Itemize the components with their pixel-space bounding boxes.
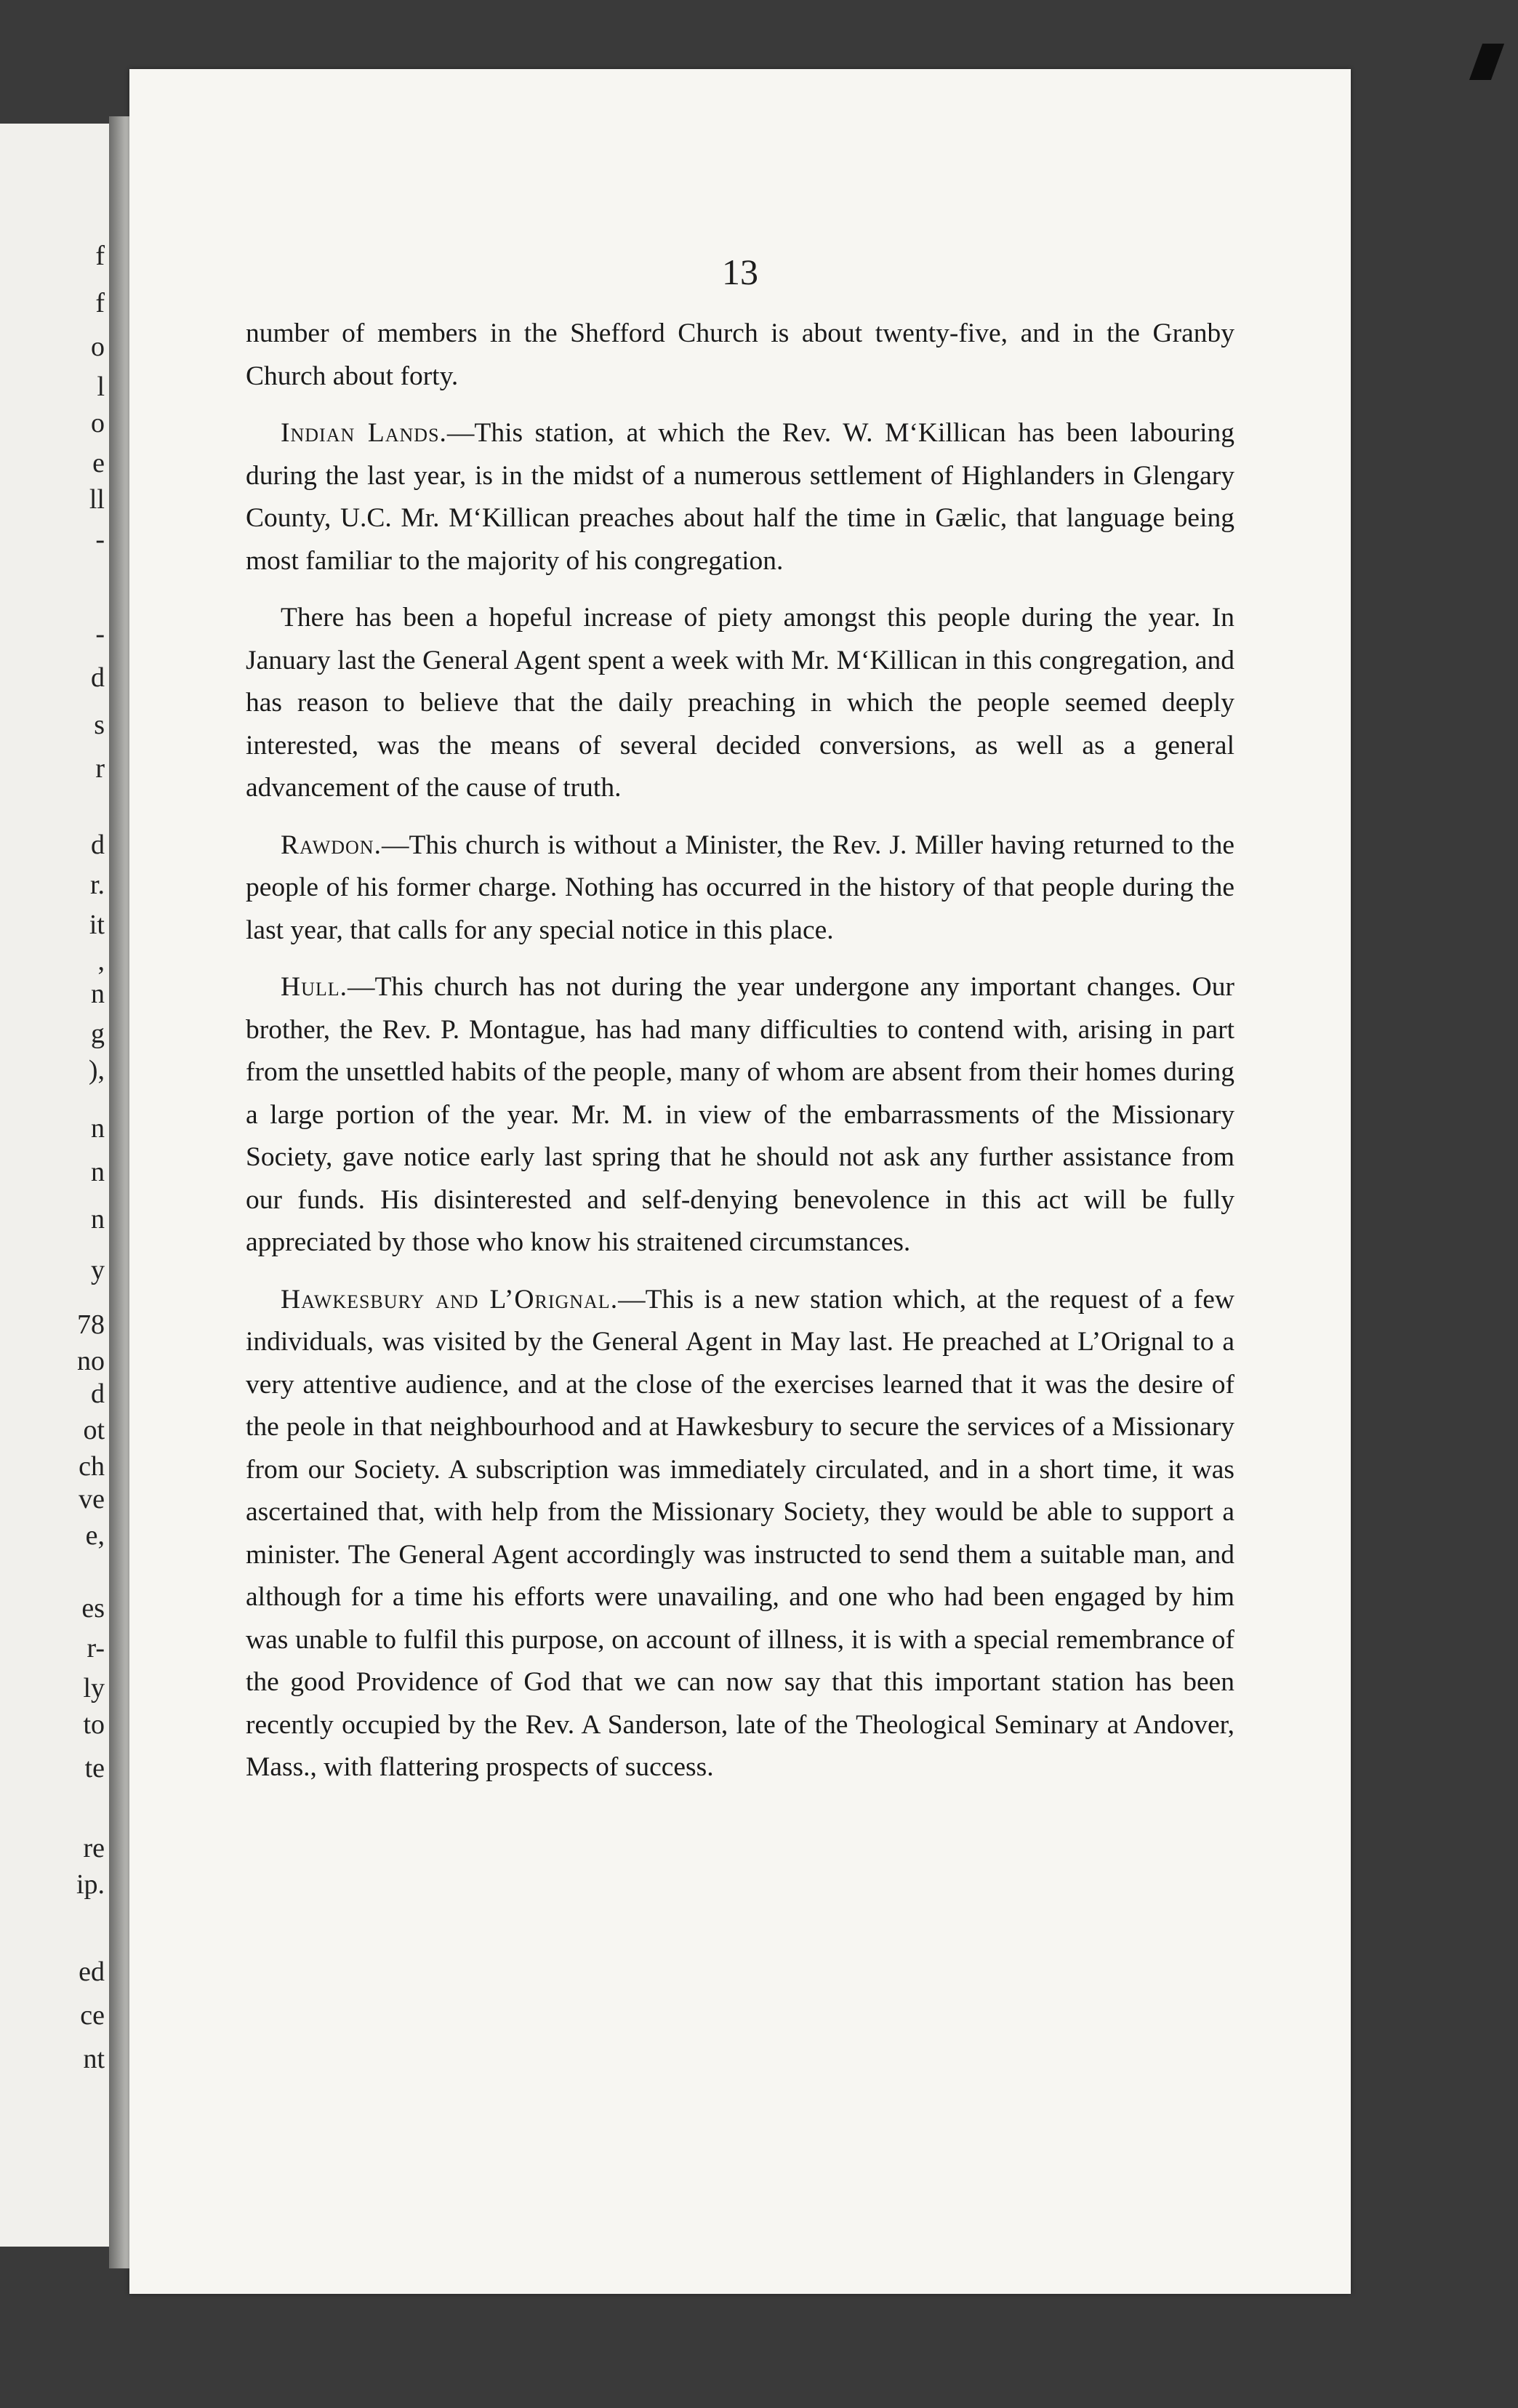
left-page-fragment: ll: [89, 484, 105, 515]
left-page-fragment: -: [95, 619, 105, 649]
left-page-fragment: d: [91, 830, 105, 860]
section-heading: Indian Lands.: [281, 418, 447, 448]
left-page-fragment: ve: [79, 1484, 105, 1514]
left-page-fragment: te: [84, 1753, 105, 1783]
left-page-fragment: l: [97, 372, 105, 402]
left-page-fragment: ch: [79, 1451, 105, 1482]
left-page-fragment: to: [83, 1709, 105, 1740]
left-page-fragment: ce: [80, 2000, 105, 2031]
left-page-fragment: r-: [87, 1633, 105, 1663]
paragraph-indian-lands: [246, 412, 1234, 582]
left-page-fragment: it: [89, 910, 105, 940]
left-page-fragment: e,: [85, 1520, 105, 1551]
left-page-fragment: no: [77, 1346, 105, 1376]
paragraph-text: —This church is without a Minister, the Rev. J. Miller having returned to the people of his former charge. Nothing has occurred in the history of that people during the last year, that calls for any special notice in this place.: [246, 830, 1234, 945]
paragraph-text: There has been a hopeful increase of piety amongst this people during the year. In January last the General Agent spent a week with Mr. M‘Killican in this congregation, and has reason to believe that the daily preaching in which the people seemed deeply interested, was the means of several decided conversions, as well as a general advancement of the cause of truth.: [246, 603, 1234, 803]
left-page-fragment: g: [91, 1019, 105, 1049]
left-page-fragment: s: [94, 710, 105, 740]
book-page: [129, 69, 1351, 2294]
left-page-fragment: r.: [89, 870, 105, 900]
paragraph-hawkesbury: [246, 1279, 1234, 1789]
left-page-fragment: f: [95, 241, 105, 271]
left-page-fragment: -: [95, 524, 105, 555]
paragraph-text: number of members in the Shefford Church is about twenty-five, and in the Granby Church about forty.: [246, 318, 1234, 391]
left-page-fragment: ,: [97, 946, 105, 976]
section-heading: Hull.: [281, 972, 348, 1002]
left-page-fragment: o: [91, 332, 105, 362]
paragraph-text: —This station, at which the Rev. W. M‘Killican has been labouring during the last year, is in the midst of a numerous settlement of Highlanders in Glengary County, U.C. Mr. M‘Killican preaches about half the time in Gælic, that language being most familiar to the majority of his congregation.: [246, 418, 1234, 576]
left-page-edge: [0, 124, 111, 2247]
paragraph-hull: [246, 966, 1234, 1264]
left-page-fragment: es: [81, 1593, 105, 1624]
section-heading: Hawkesbury and L’Orignal.: [281, 1284, 619, 1315]
page-body: [246, 313, 1234, 1804]
left-page-fragment: ly: [83, 1673, 105, 1703]
paragraph-piety: [246, 597, 1234, 810]
paragraph-rawdon: [246, 824, 1234, 952]
left-page-fragment: n: [91, 1157, 105, 1187]
left-page-fragment: n: [91, 1113, 105, 1144]
left-page-fragment: n: [91, 1204, 105, 1235]
paragraph-continuation: [246, 313, 1234, 398]
left-page-fragment: r: [95, 753, 105, 784]
left-page-fragment: f: [95, 288, 105, 318]
paragraph-text: —This is a new station which, at the request of a few individuals, was visited by the General Agent in May last. He preached at L’Orignal to a very attentive audience, and at the close of the exercises learned that it was the desire of the peole in that neighbourhood and at Hawkesbury to secure the services of a Missionary from our Society. A subscription was immediately circulated, and in a short time, it was ascertained that, with help from the Missionary Society, they would be able to support a minister. The General Agent accordingly was instructed to send them a suitable man, and although for a time his efforts were unavailing, and one who had been engaged by him was unable to fulfil this purpose, on account of illness, it is with a special remembrance of the good Providence of God that we can now say that this important station has been recently occupied by the Rev. A Sanderson, late of the Theological Seminary at Andover, Mass., with flattering prospects of success.: [246, 1284, 1235, 1782]
left-page-fragment: e: [92, 448, 105, 478]
left-page-fragment: d: [91, 1378, 105, 1409]
left-page-fragment: ed: [79, 1956, 105, 1987]
scan-corner-mark: [1469, 44, 1504, 80]
left-page-fragment: ip.: [76, 1869, 105, 1900]
left-page-fragment: ),: [88, 1055, 105, 1085]
left-page-fragment: 78: [77, 1309, 105, 1340]
left-page-fragment: d: [91, 662, 105, 693]
left-page-fragment: o: [91, 408, 105, 438]
section-heading: Rawdon.: [281, 830, 382, 860]
page-number: 13: [722, 252, 758, 292]
left-page-fragment: n: [91, 979, 105, 1009]
paragraph-text: —This church has not during the year undergone any important changes. Our brother, the Rev. P. Montague, has had many difficulties to contend with, arising in part from the unsettled habits of the people, many of whom are absent from their homes during a large portion of the year. Mr. M. in view of the embarrassments of the Missionary Society, gave notice early last spring that he should not ask any further assistance from our funds. His disinterested and self-denying benevolence in this act will be fully appreciated by those who know his straitened circumstances.: [246, 972, 1234, 1257]
left-page-fragment: nt: [83, 2044, 105, 2074]
left-page-fragment: re: [83, 1833, 105, 1863]
left-page-fragment: ot: [83, 1415, 105, 1445]
left-page-fragment: y: [91, 1255, 105, 1285]
